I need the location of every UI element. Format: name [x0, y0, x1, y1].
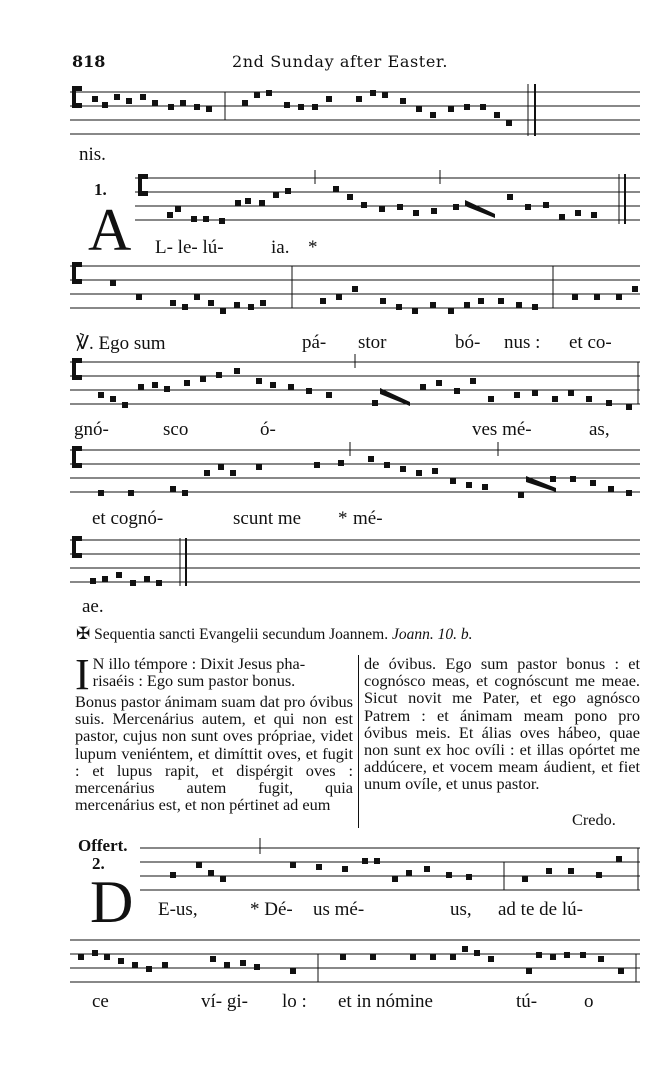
lyric-off2-1: ví- gi-	[201, 991, 248, 1012]
lyric-off2-4: tú-	[516, 991, 538, 1012]
lyric-verse1-3: bó-	[455, 332, 481, 353]
lyric-alleluia-1: L- le- lú-	[155, 237, 224, 258]
staff-1	[70, 82, 640, 138]
lyric-off2-2: lo :	[282, 991, 307, 1012]
gospel-col1-line2: risaéis : Ego sum pastor bonus.	[92, 671, 296, 691]
cross-icon: ✠	[76, 624, 91, 643]
lyric-verse3-3: mé-	[353, 508, 383, 529]
gospel-column-2	[364, 655, 640, 793]
gospel-col2-text: de óvibus. Ego sum pastor bonus : et cognósco meas, et cognóscunt me meae. Sicut novit me Pater, et ego agnósco Patrem : et ánimam meam pono pro óvibus meis. Et álias oves hábeo, quae non sunt ex hoc ovíli : et illas opórtet me addúcere, et vocem meam áudient, et fiet unum ovíle, et unus pastor.	[364, 654, 640, 794]
lyric-verse2-0: gnó-	[74, 419, 109, 440]
gospel-reference: Joann. 10. b.	[392, 626, 473, 643]
staff-offertory-1	[140, 838, 640, 898]
offertory-number: 2.	[92, 854, 105, 873]
offertory-label: Offert.	[78, 836, 128, 855]
lyric-off1-1: * Dé-	[250, 899, 293, 920]
lyric-verse1-2: stor	[358, 332, 387, 353]
column-divider	[358, 655, 359, 828]
lyric-verse1-0: ℣. Ego sum	[76, 333, 166, 354]
page-number: 818	[72, 52, 106, 71]
running-title: 2nd Sunday after Easter.	[232, 52, 449, 71]
gospel-column-1	[75, 650, 353, 815]
staff-verse-1	[70, 258, 640, 324]
lyric-verse2-1: sco	[163, 419, 189, 440]
gospel-heading	[76, 624, 656, 644]
lyric-verse2-2: ó-	[260, 419, 276, 440]
gospel-heading-text: Sequentia sancti Evangelii secundum Joannem.	[94, 626, 389, 643]
gospel-col1-text: Bonus pastor ánimam suam dat pro óvibus suis. Mercenárius autem, et qui non est pastor, cujus non sunt oves própriae, videt lupum veniéntem, et dimíttit oves, et fugit : et lupus rapit, et dispérgit oves : mercenárius autem fugit, quia mercenárius est, et non pértinet ad eum	[75, 692, 353, 815]
lyric-off1-3: us,	[450, 899, 472, 920]
lyric-verse2-3: ves mé-	[472, 419, 532, 440]
alleluia-number: 1.	[94, 180, 107, 199]
offertory-initial: D	[90, 869, 134, 935]
staff-offertory-2	[70, 932, 640, 988]
lyric-verse3-0: et cognó-	[92, 508, 164, 529]
lyric-verse4-0: ae.	[82, 596, 104, 617]
staff-verse-3	[70, 442, 640, 508]
lyric-verse3-2: *	[338, 508, 348, 529]
lyric-off1-2: us mé-	[313, 899, 365, 920]
alleluia-initial: A	[88, 197, 132, 263]
lyric-verse2-4: as,	[589, 419, 610, 440]
staff-alleluia	[135, 170, 640, 240]
lyric-nis: nis.	[79, 144, 106, 165]
lyric-off1-0: E-us,	[158, 899, 198, 920]
lyric-alleluia-2: ia.	[271, 237, 290, 258]
staff-verse-4	[70, 532, 640, 598]
page-header	[0, 52, 665, 76]
credo-text: Credo.	[572, 810, 616, 829]
gospel-col1-line1: N illo témpore : Dixit Jesus pha-	[92, 654, 306, 673]
lyric-off2-3: et in nómine	[338, 991, 433, 1012]
lyric-off1-4: ad te de lú-	[498, 899, 583, 920]
lyric-verse1-5: et co-	[569, 332, 612, 353]
gospel-initial: I	[75, 650, 90, 699]
lyric-off2-5: o	[584, 991, 594, 1012]
lyric-verse1-1: pá-	[302, 332, 327, 353]
staff-verse-2	[70, 354, 640, 420]
lyric-alleluia-star: *	[308, 237, 318, 258]
lyric-verse1-4: nus :	[504, 332, 541, 353]
lyric-off2-0: ce	[92, 991, 109, 1012]
lyric-verse3-1: scunt me	[233, 508, 302, 529]
